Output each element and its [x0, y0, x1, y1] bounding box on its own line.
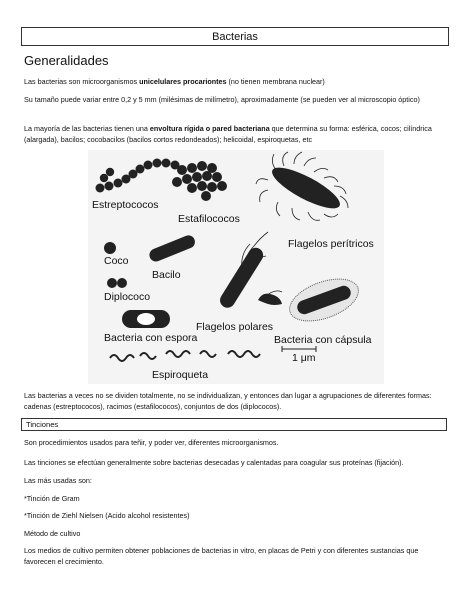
paragraph-11: Los medios de cultivo permiten obtener poblaciones de bacterias in vitro, en placas de Petri y con diferentes sustancias que favorecen el crecimiento.	[24, 546, 419, 566]
paragraph-7: Las más usadas son:	[24, 476, 92, 485]
label-diplococo: Diplococo	[104, 291, 151, 303]
label-scale: 1 μm	[292, 352, 316, 364]
label-bacteria-capsula: Bacteria con cápsula	[274, 334, 372, 346]
label-estafilococos: Estafilococos	[178, 213, 240, 225]
bacteria-espora-drawing	[122, 310, 170, 328]
paragraph-1-end: (no tienen membrana nuclear)	[226, 77, 325, 86]
paragraph-9: *Tinción de Ziehl Nielsen (Acido alcohol resistentes)	[24, 511, 190, 520]
paragraph-6: Las tinciones se efectúan generalmente sobre bacterias desecadas y calentadas para coagular sus proteínas (fijación).	[24, 458, 404, 467]
paragraph-2: Su tamaño puede variar entre 0,2 y 5 mm (milésimas de milímetro), aproximadamente (se pueden ver al microscopio óptico)	[24, 95, 420, 104]
label-coco: Coco	[104, 255, 129, 267]
paragraph-10: Método de cultivo	[24, 529, 81, 538]
bacteria-shapes-figure	[88, 150, 384, 384]
label-espiroqueta: Espiroqueta	[152, 369, 209, 381]
title-box	[21, 27, 449, 46]
paragraph-3	[24, 123, 449, 145]
paragraph-1	[24, 76, 449, 87]
tinciones-heading: Tinciones	[26, 420, 59, 429]
paragraph-3-bold: envoltura rígida o pared bacteriana	[149, 124, 270, 133]
coco-drawing	[104, 242, 116, 254]
paragraph-3-end: que determina su forma: esférica, cocos; cilíndrica (alargada), bacilos; cocobacilos (bacilos cortos redondeados); helicoidal, espiroquetas, etc	[24, 124, 432, 144]
label-bacilo: Bacilo	[152, 269, 181, 281]
label-estreptococos: Estreptococos	[92, 199, 159, 211]
label-bacteria-espora: Bacteria con espora	[104, 332, 198, 344]
paragraph-1-bold: unicelulares procariontes	[139, 77, 227, 86]
paragraph-8: *Tinción de Gram	[24, 494, 80, 503]
document-title: Bacterias	[212, 30, 258, 43]
label-flagelos-polares: Flagelos polares	[196, 321, 274, 333]
tinciones-heading-box	[21, 418, 447, 431]
paragraph-1-start: Las bacterias son microorganismos	[24, 77, 140, 86]
label-flagelos-peritricos: Flagelos perítricos	[288, 238, 374, 250]
section-heading-generalidades: Generalidades	[24, 53, 109, 68]
paragraph-5: Son procedimientos usados para teñir, y poder ver, diferentes microorganismos.	[24, 438, 279, 447]
paragraph-3-start: La mayoría de las bacterias tienen una	[24, 124, 150, 133]
paragraph-4: Las bacterias a veces no se dividen totalmente, no se individualizan, y entonces dan lugar a agrupaciones de diferentes formas: cadenas (estreptococos), racimos (estafilococos), conjuntos de dos (diplococos).	[24, 391, 432, 411]
